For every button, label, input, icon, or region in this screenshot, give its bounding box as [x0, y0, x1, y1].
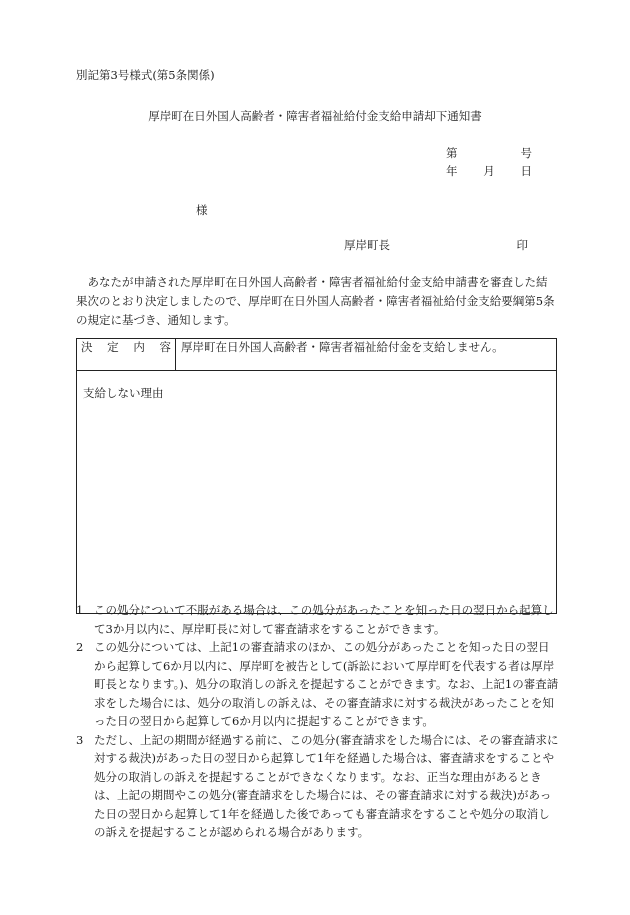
notice-body: あなたが申請された厚岸町在日外国人高齢者・障害者福祉給付金支給申請書を審査した結果次のとおり決定しましたので、厚岸町在日外国人高齢者・障害者福祉給付金支給要綱第5条の規定に基づき、通知します。 [76, 275, 555, 327]
decision-label-char: 容 [159, 340, 171, 354]
decision-label-char: 定 [107, 340, 119, 354]
addressee-honorific: 様 [196, 203, 208, 217]
decision-table [76, 338, 557, 614]
number-suffix: 号 [520, 146, 532, 160]
sender-name: 厚岸町長 [344, 238, 390, 252]
notes-list [76, 601, 560, 842]
note-number: 1 [76, 603, 84, 617]
note-text: この処分については、上記1の審査請求のほか、この処分があったことを知った日の翌日から起算して6か月以内に、厚岸町を被告として(訴訟において厚岸町を代表する者は厚岸町長となります。)、処分の取消しの訴えを提起することができます。なお、上記1の審査請求をした場合には、処分の取消しの訴えは、その審査請求に対する裁決があったことを知った日の翌日から起算して6か月以内に提起することができます。 [94, 640, 559, 728]
number-prefix: 第 [446, 146, 458, 160]
seal-mark: 印 [516, 238, 528, 252]
date-month: 月 [483, 164, 495, 178]
reason-cell [77, 371, 557, 614]
note-text: ただし、上記の期間が経過する前に、この処分(審査請求をした場合には、その審査請求に対する裁決)があった日の翌日から起算して1年を経過した場合は、審査請求をすることや処分の取消しの訴えを提起することができなくなります。なお、正当な理由があるときは、上記の期間やこの処分(審査請求をした場合には、その審査請求に対する裁決)があった日の翌日から起算して1年を経過した後であっても審査請求をすることや処分の取消しの訴えを提起することが認められる場合があります。 [94, 732, 559, 839]
document-number-line [446, 145, 532, 161]
date-day: 日 [520, 164, 532, 178]
note-text: この処分について不服がある場合は、この処分があったことを知った日の翌日から起算して3か月以内に、厚岸町長に対して審査請求をすることができます。 [94, 603, 554, 636]
note-item [76, 731, 560, 842]
document-title: 厚岸町在日外国人高齢者・障害者福祉給付金支給申請却下通知書 [148, 109, 482, 123]
form-reference: 別記第3号様式(第5条関係) [76, 68, 215, 82]
decision-label-char: 内 [133, 340, 145, 354]
decision-label-cell [77, 339, 176, 371]
note-number: 2 [76, 640, 84, 654]
note-item [76, 601, 560, 638]
note-item [76, 638, 560, 731]
reason-label: 支給しない理由 [83, 386, 164, 400]
date-line [446, 163, 532, 179]
decision-row [77, 339, 557, 371]
date-year: 年 [446, 164, 458, 178]
note-number: 3 [76, 732, 84, 747]
decision-label-char: 決 [81, 340, 93, 354]
decision-value: 厚岸町在日外国人高齢者・障害者福祉給付金を支給しません。 [176, 339, 557, 371]
reason-row [77, 371, 557, 614]
sender-line [344, 237, 528, 253]
